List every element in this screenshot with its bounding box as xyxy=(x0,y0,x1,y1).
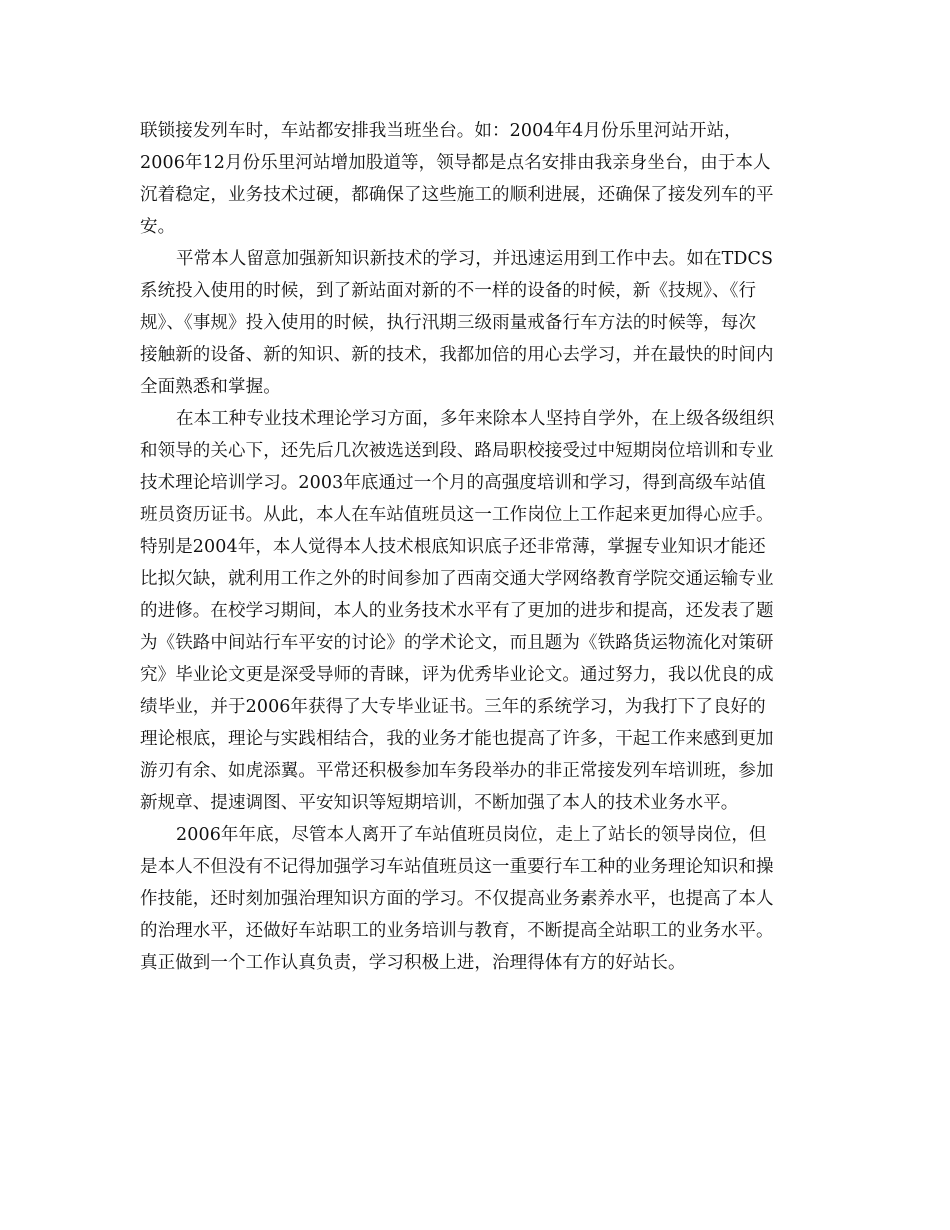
text-line: 真正做到一个工作认真负责，学习积极上进，治理得体有方的好站长。 xyxy=(140,953,686,973)
text-line: 规》、《事规》投入使用的时候，执行汛期三级雨量戒备行车方法的时候等，每次 xyxy=(140,313,757,333)
text-line: 作技能，还时刻加强治理知识方面的学习。不仅提高业务素养水平，也提高了本人 xyxy=(140,889,774,909)
text-line: 的进修。在校学习期间，本人的业务技术水平有了更加的进步和提高，还发表了题 xyxy=(140,601,774,621)
text-line: 比拟欠缺，就利用工作之外的时间参加了西南交通大学网络教育学院交通运输专业 xyxy=(140,569,774,589)
paragraph-4 xyxy=(140,819,810,979)
text-line: 游刃有余、如虎添翼。平常还积极参加车务段举办的非正常接发列车培训班，参加 xyxy=(140,761,774,781)
text-line: 平常本人留意加强新知识新技术的学习，并迅速运用到工作中去。如在TDCS xyxy=(176,249,774,269)
text-line: 技术理论培训学习。2003年底通过一个月的高强度培训和学习，得到高级车站值 xyxy=(140,473,766,493)
paragraph-3 xyxy=(140,403,810,819)
text-line: 究》毕业论文更是深受导师的青睐，评为优秀毕业论文。通过努力，我以优良的成 xyxy=(140,665,774,685)
text-line: 特别是2004年，本人觉得本人技术根底知识底子还非常薄，掌握专业知识才能还 xyxy=(140,537,766,557)
text-line: 的治理水平，还做好车站职工的业务培训与教育，不断提高全站职工的业务水平。 xyxy=(140,921,774,941)
paragraph-1 xyxy=(140,115,810,243)
text-line: 安。 xyxy=(140,217,176,237)
text-line: 是本人不但没有不记得加强学习车站值班员这一重要行车工种的业务理论知识和操 xyxy=(140,857,774,877)
text-line: 沉着稳定，业务技术过硬，都确保了这些施工的顺利进展，还确保了接发列车的平 xyxy=(140,185,774,205)
document-body xyxy=(140,115,810,979)
text-line: 理论根底，理论与实践相结合，我的业务才能也提高了许多，干起工作来感到更加 xyxy=(140,729,774,749)
text-line: 新规章、提速调图、平安知识等短期培训，不断加强了本人的技术业务水平。 xyxy=(140,793,739,813)
text-line: 2006年12月份乐里河站增加股道等，领导都是点名安排由我亲身坐台，由于本人 xyxy=(140,153,771,173)
text-line: 联锁接发列车时，车站都安排我当班坐台。如：2004年4月份乐里河站开站， xyxy=(140,121,742,141)
text-line: 系统投入使用的时候，到了新站面对新的不一样的设备的时候，新《技规》、《行 xyxy=(140,281,757,301)
text-line: 绩毕业，并于2006年获得了大专毕业证书。三年的系统学习，为我打下了良好的 xyxy=(140,697,766,717)
text-line: 班员资历证书。从此，本人在车站值班员这一工作岗位上工作起来更加得心应手。 xyxy=(140,505,774,525)
text-line: 为《铁路中间站行车平安的讨论》的学术论文，而且题为《铁路货运物流化对策研 xyxy=(140,633,774,653)
paragraph-2 xyxy=(140,243,810,403)
text-line: 和领导的关心下，还先后几次被选送到段、路局职校接受过中短期岗位培训和专业 xyxy=(140,441,774,461)
text-line: 接触新的设备、新的知识、新的技术，我都加倍的用心去学习，并在最快的时间内 xyxy=(140,345,774,365)
text-line: 全面熟悉和掌握。 xyxy=(140,377,281,397)
text-line: 在本工种专业技术理论学习方面，多年来除本人坚持自学外，在上级各级组织 xyxy=(176,409,775,429)
text-line: 2006年年底，尽管本人离开了车站值班员岗位，走上了站长的领导岗位，但 xyxy=(176,825,767,845)
